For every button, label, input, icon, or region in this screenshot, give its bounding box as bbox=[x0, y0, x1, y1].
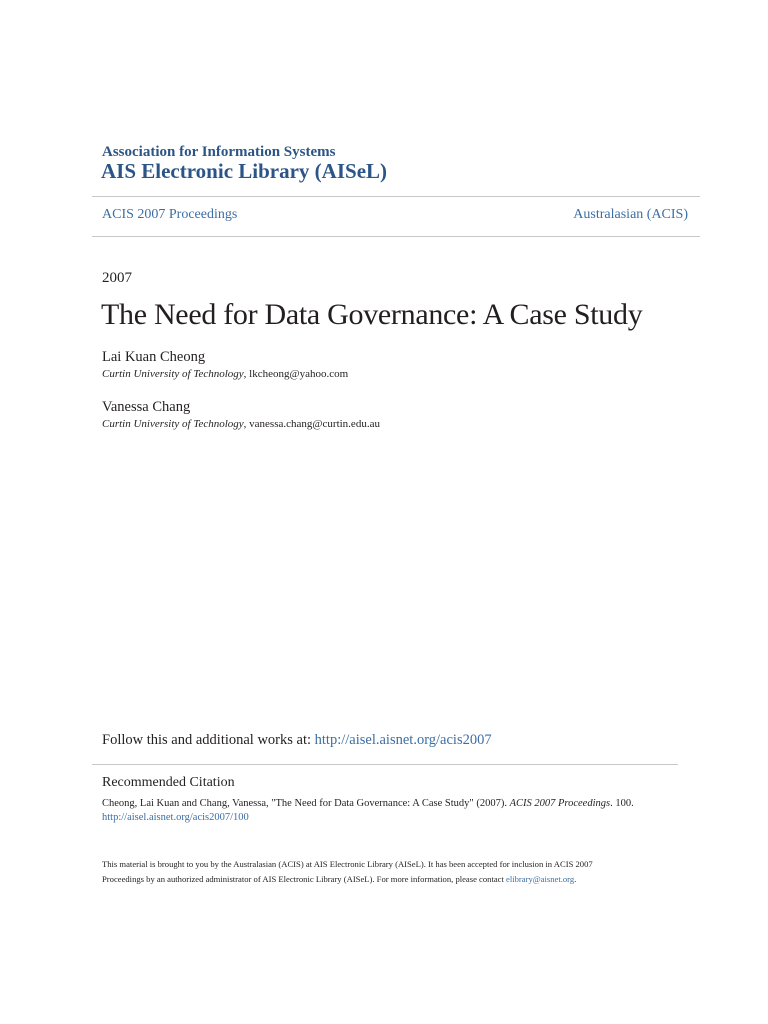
library-name-link[interactable]: AIS Electronic Library (AISeL) bbox=[101, 159, 388, 183]
author-affiliation bbox=[102, 368, 348, 380]
follow-line bbox=[102, 732, 492, 749]
citation-url-link[interactable]: http://aisel.aisnet.org/acis2007/100 bbox=[102, 812, 249, 823]
author-block-2 bbox=[102, 399, 380, 430]
author-block-1 bbox=[102, 349, 348, 380]
header-top-divider bbox=[92, 196, 700, 197]
notice-end: . bbox=[574, 874, 577, 884]
citation-text bbox=[102, 797, 682, 825]
collection-url-link[interactable]: http://aisel.aisnet.org/acis2007 bbox=[314, 732, 492, 748]
author-email: , vanessa.chang@curtin.edu.au bbox=[243, 418, 380, 430]
contact-email-link[interactable]: elibrary@aisnet.org bbox=[506, 874, 575, 884]
notice-line-2: Proceedings by an authorized administrator of AIS Electronic Library (AISeL). For more information, please contact bbox=[102, 874, 507, 884]
citation-divider bbox=[92, 764, 678, 765]
citation-heading: Recommended Citation bbox=[102, 775, 235, 790]
proceedings-link[interactable]: ACIS 2007 Proceedings bbox=[102, 207, 238, 222]
citation-suffix: . 100. bbox=[610, 798, 634, 809]
author-name: Vanessa Chang bbox=[102, 399, 191, 415]
citation-body: Cheong, Lai Kuan and Chang, Vanessa, "The Need for Data Governance: A Case Study" (2007). bbox=[102, 798, 510, 809]
citation-proceedings: ACIS 2007 Proceedings bbox=[509, 798, 611, 809]
author-affiliation bbox=[102, 418, 380, 430]
association-name: Association for Information Systems bbox=[102, 144, 336, 160]
access-notice bbox=[102, 857, 662, 887]
collection-link[interactable]: Australasian (ACIS) bbox=[573, 207, 688, 222]
notice-line-1: This material is brought to you by the Australasian (ACIS) at AIS Electronic Library (AISeL). It has been accepted for inclusion in ACIS 2007 bbox=[102, 859, 593, 869]
author-email: , lkcheong@yahoo.com bbox=[243, 368, 349, 380]
header-bottom-divider bbox=[92, 236, 700, 237]
paper-title: The Need for Data Governance: A Case Study bbox=[101, 298, 643, 331]
author-name: Lai Kuan Cheong bbox=[102, 349, 206, 365]
author-institution: Curtin University of Technology bbox=[102, 418, 244, 430]
publication-year: 2007 bbox=[102, 270, 132, 286]
follow-label: Follow this and additional works at: bbox=[102, 732, 315, 748]
author-institution: Curtin University of Technology bbox=[102, 368, 244, 380]
